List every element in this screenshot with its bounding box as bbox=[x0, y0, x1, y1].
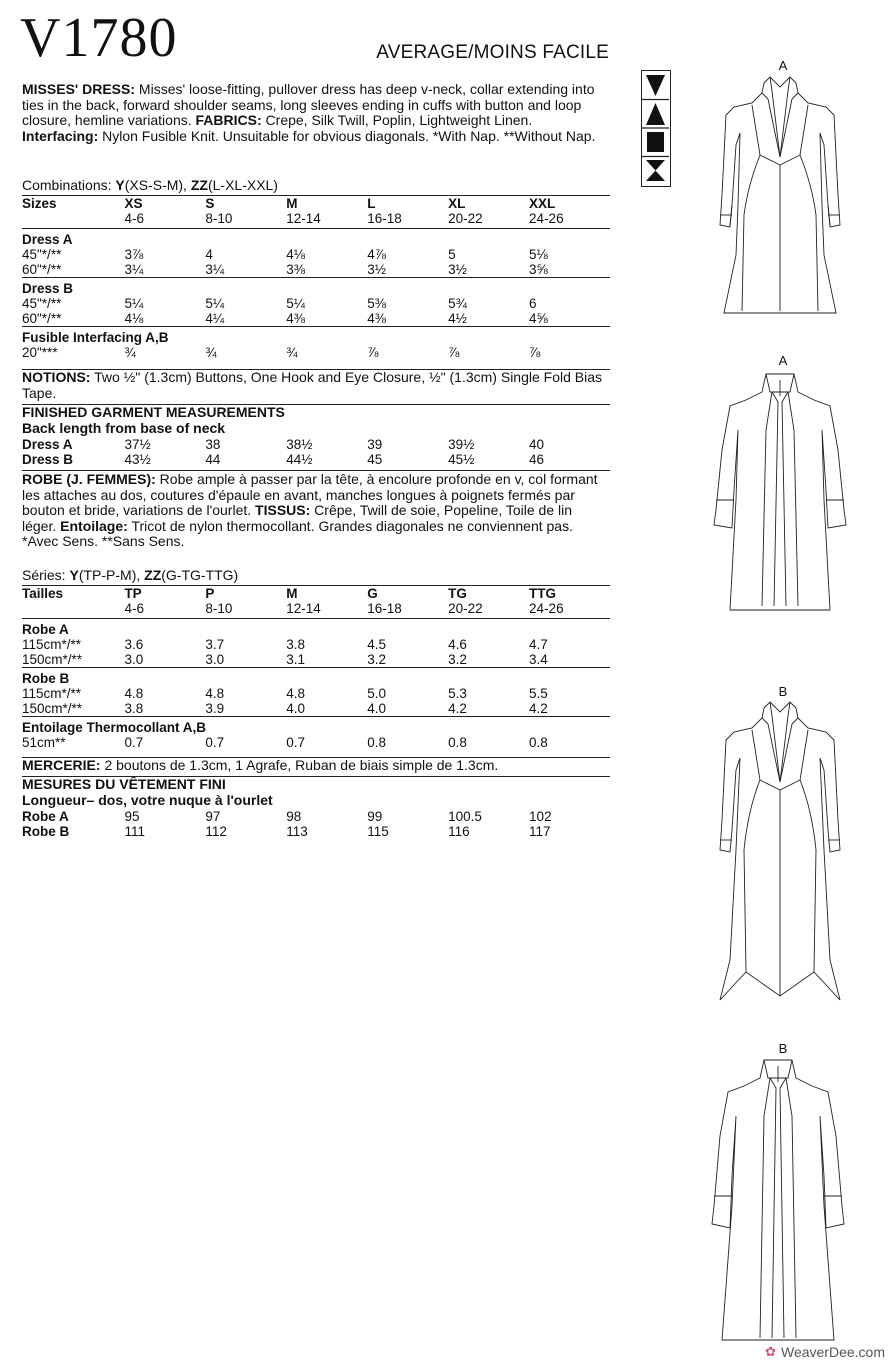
en-size-header-row bbox=[22, 196, 610, 212]
en-width-label: 60"*/** bbox=[22, 311, 62, 326]
en-yardage-value: 4⅞ bbox=[367, 247, 386, 262]
fr-finished-label: Robe A bbox=[22, 809, 69, 824]
fr-width-label: 115cm*/** bbox=[22, 686, 82, 701]
fr-yardage-value: 0.7 bbox=[124, 735, 144, 750]
en-yardage-value: 5¼ bbox=[205, 296, 225, 311]
en-size-number: 16-18 bbox=[367, 211, 448, 229]
en-size-name: L bbox=[367, 196, 448, 212]
en-yardage-value: 3¼ bbox=[124, 262, 144, 277]
fr-section-title-row bbox=[22, 668, 610, 687]
empty-cell bbox=[22, 211, 124, 229]
en-fabrics: Crepe, Silk Twill, Poplin, Lightweight Linen. bbox=[261, 112, 533, 128]
en-yardage-table bbox=[22, 195, 610, 360]
fr-size-name: TG bbox=[448, 586, 529, 602]
fr-notions: MERCERIE: 2 boutons de 1.3cm, 1 Agrafe, Ruban de biais simple de 1.3cm. bbox=[22, 757, 499, 773]
en-width-label: 45"*/** bbox=[22, 247, 62, 262]
fr-yardage-row bbox=[22, 637, 610, 652]
fr-section-title: Robe B bbox=[22, 668, 610, 687]
fr-finished-row bbox=[22, 809, 610, 824]
en-yardage-value: 3⅞ bbox=[124, 247, 144, 262]
fr-yardage-value: 4.8 bbox=[286, 686, 306, 701]
en-finished-value: 39 bbox=[367, 437, 383, 452]
en-finished-row bbox=[22, 452, 610, 467]
fr-width-label: 150cm*/** bbox=[22, 652, 83, 667]
fr-size-name: M bbox=[286, 586, 367, 602]
en-finished-value: 43½ bbox=[124, 452, 151, 467]
en-yardage-value: 3⅜ bbox=[286, 262, 306, 277]
en-finished-value: 38 bbox=[205, 437, 221, 452]
en-size-name: M bbox=[286, 196, 367, 212]
fr-finished-value: 95 bbox=[124, 809, 140, 824]
en-finished-row bbox=[22, 437, 610, 452]
en-notions: NOTIONS: Two ½" (1.3cm) Buttons, One Hook and Eye Closure, ½" (1.3cm) Single Fold Bias Tape. bbox=[22, 369, 603, 401]
empty-cell bbox=[22, 601, 124, 619]
fr-size-number: 20-22 bbox=[448, 601, 529, 619]
en-size-number: 12-14 bbox=[286, 211, 367, 229]
fr-size-name: P bbox=[205, 586, 286, 602]
fr-finished-row bbox=[22, 824, 610, 839]
en-yardage-value: 4¼ bbox=[205, 311, 225, 326]
fr-yardage-value: 3.8 bbox=[124, 701, 144, 716]
en-description bbox=[22, 82, 610, 144]
fr-finished-value: 102 bbox=[529, 809, 552, 824]
en-yardage-value: 4⅛ bbox=[286, 247, 306, 262]
en-yardage-value: ¾ bbox=[286, 345, 298, 360]
en-yardage-value: 5⅛ bbox=[529, 247, 548, 262]
en-size-name: XS bbox=[124, 196, 205, 212]
dress-a-back-illustration bbox=[690, 370, 870, 615]
fr-yardage-value: 4.0 bbox=[286, 701, 306, 716]
symbol-strip bbox=[641, 70, 671, 187]
en-yardage-value: 3½ bbox=[448, 262, 467, 277]
view-label-3: B bbox=[778, 684, 788, 699]
en-section-title-row bbox=[22, 278, 610, 297]
fr-size-name: TP bbox=[124, 586, 205, 602]
fr-size-name: TTG bbox=[529, 586, 610, 602]
fr-yardage-value: 4.2 bbox=[529, 701, 548, 716]
en-finished-label: Dress A bbox=[22, 437, 73, 452]
fr-size-number: 4-6 bbox=[124, 601, 205, 619]
fr-size-number: 24-26 bbox=[529, 601, 610, 619]
fr-size-number: 16-18 bbox=[367, 601, 448, 619]
fr-yardage-value: 4.2 bbox=[448, 701, 467, 716]
fr-size-number: 8-10 bbox=[205, 601, 286, 619]
en-finished-value: 39½ bbox=[448, 437, 475, 452]
en-yardage-value: ¾ bbox=[205, 345, 217, 360]
en-yardage-row bbox=[22, 247, 610, 262]
en-yardage-row bbox=[22, 311, 610, 327]
en-yardage-value: 3½ bbox=[367, 262, 386, 277]
hourglass-icon bbox=[646, 160, 665, 181]
en-finished-value: 45½ bbox=[448, 452, 475, 467]
en-section-title: Dress B bbox=[22, 278, 610, 297]
fr-finished-value: 116 bbox=[448, 824, 470, 839]
fr-yardage-value: 3.4 bbox=[529, 652, 548, 667]
fr-size-header-row bbox=[22, 586, 610, 602]
en-section-title-row bbox=[22, 327, 610, 346]
en-finished bbox=[22, 405, 610, 436]
fr-size-number-row bbox=[22, 601, 610, 619]
fr-size-number: 12-14 bbox=[286, 601, 367, 619]
en-sizes-label: Sizes bbox=[22, 196, 124, 212]
fr-finished-value: 98 bbox=[286, 809, 302, 824]
fr-finished-value: 99 bbox=[367, 809, 383, 824]
fr-yardage-table bbox=[22, 585, 610, 750]
en-fabrics-label: FABRICS: bbox=[195, 112, 262, 128]
fr-finished-value: 111 bbox=[124, 824, 145, 839]
fr-yardage-value: 3.7 bbox=[205, 637, 225, 652]
en-finished-table bbox=[22, 437, 610, 467]
fr-width-label: 150cm*/** bbox=[22, 701, 83, 716]
fr-yardage-value: 4.0 bbox=[367, 701, 386, 716]
fr-yardage-value: 4.8 bbox=[205, 686, 225, 701]
fr-yardage-value: 0.7 bbox=[205, 735, 225, 750]
en-desc-lead: MISSES' DRESS: bbox=[22, 81, 136, 97]
fr-finished-value: 112 bbox=[205, 824, 227, 839]
en-yardage-value: ⅞ bbox=[529, 345, 541, 360]
fr-yardage-row bbox=[22, 686, 610, 701]
en-finished-value: 38½ bbox=[286, 437, 313, 452]
en-finished-sub: Back length from base of neck bbox=[22, 419, 226, 436]
en-yardage-value: ⅞ bbox=[448, 345, 460, 360]
en-combinations: Combinations: Y(XS-S-M), ZZ(L-XL-XXL) bbox=[22, 177, 278, 193]
en-size-name: XL bbox=[448, 196, 529, 212]
fr-finished-value: 115 bbox=[367, 824, 389, 839]
en-yardage-value: 3¼ bbox=[205, 262, 225, 277]
fr-yardage-value: 3.6 bbox=[124, 637, 144, 652]
fr-yardage-value: 5.0 bbox=[367, 686, 386, 701]
en-section-title: Dress A bbox=[22, 232, 73, 247]
en-finished-value: 44½ bbox=[286, 452, 313, 467]
dress-b-front-illustration bbox=[690, 700, 870, 1010]
fr-yardage-value: 4.7 bbox=[529, 637, 548, 652]
fr-yardage-row bbox=[22, 735, 610, 750]
watermark-text: WeaverDee.com bbox=[780, 1344, 885, 1360]
en-yardage-value: 5 bbox=[448, 247, 456, 262]
fr-yardage-value: 3.0 bbox=[205, 652, 225, 667]
fr-section-title: Robe A bbox=[22, 622, 69, 637]
view-label-2: A bbox=[778, 353, 788, 368]
fr-finished-value: 117 bbox=[529, 824, 551, 839]
fr-yardage-value: 0.8 bbox=[529, 735, 548, 750]
en-yardage-value: 4⅛ bbox=[124, 311, 144, 326]
en-desc-text: Misses' loose-fitting, pullover dress has deep v-neck, collar extending into ties in the back, forward shoulder seams, long sleeves ending in cuffs with button and loop closure, hemline variations. bbox=[22, 81, 595, 128]
fr-section-title-row bbox=[22, 619, 610, 638]
fr-finished-value: 113 bbox=[286, 824, 308, 839]
fr-yardage-value: 3.1 bbox=[286, 652, 306, 667]
en-yardage-value: 3⅝ bbox=[529, 262, 548, 277]
flower-icon: ✿ bbox=[765, 1344, 776, 1359]
en-size-name: XXL bbox=[529, 196, 610, 212]
en-width-label: 60"*/** bbox=[22, 262, 62, 277]
fr-section-title-row bbox=[22, 717, 610, 736]
square-icon bbox=[647, 132, 664, 152]
fr-width-label: 51cm** bbox=[22, 735, 66, 750]
en-finished-title: FINISHED GARMENT MEASUREMENTS bbox=[22, 404, 285, 420]
fr-finished-table bbox=[22, 809, 610, 839]
en-yardage-value: 5⅜ bbox=[367, 296, 386, 311]
fr-finished: MESURES DU VÊTEMENT FINI Longueur– dos, votre nuque à l'ourlet bbox=[22, 776, 273, 808]
en-yardage-value: 4⅜ bbox=[367, 311, 386, 326]
fr-yardage-value: 0.8 bbox=[448, 735, 467, 750]
en-yardage-value: 4 bbox=[205, 247, 213, 262]
fr-yardage-value: 5.3 bbox=[448, 686, 467, 701]
down-triangle-icon bbox=[646, 75, 665, 96]
en-yardage-value: 4⅝ bbox=[529, 311, 548, 326]
up-triangle-icon bbox=[646, 103, 665, 125]
fr-description: ROBE (J. FEMMES): Robe ample à passer par la tête, à encolure profonde en v, col formant les attaches au dos, coutures d'épaule en avant, manches longues à poignets fermés par bouton et bride, variations de l'ourlet. TISSUS: Crêpe, Twill de soie, Popeline, Toile de lin léger. Entoilage: Tricot de nylon thermocollant. Grandes diagonales ne conviennent pas. *Avec Sens. **Sans Sens. bbox=[22, 471, 598, 549]
en-finished-value: 37½ bbox=[124, 437, 151, 452]
en-size-number: 4-6 bbox=[124, 211, 205, 229]
fr-yardage-value: 4.8 bbox=[124, 686, 144, 701]
fr-width-label: 115cm*/** bbox=[22, 637, 82, 652]
fr-finished-value: 100.5 bbox=[448, 809, 482, 824]
view-label-1: A bbox=[778, 58, 788, 73]
fr-yardage-value: 5.5 bbox=[529, 686, 548, 701]
fr-yardage-value: 4.6 bbox=[448, 637, 467, 652]
fr-sizes-label: Tailles bbox=[22, 586, 124, 602]
en-yardage-value: ¾ bbox=[124, 345, 136, 360]
dress-b-back-illustration bbox=[688, 1056, 868, 1346]
fr-yardage-row bbox=[22, 652, 610, 668]
fr-yardage-value: 4.5 bbox=[367, 637, 386, 652]
en-yardage-value: 5¼ bbox=[286, 296, 306, 311]
en-yardage-value: 5¾ bbox=[448, 296, 467, 311]
en-size-number-row bbox=[22, 211, 610, 229]
pattern-number: V1780 bbox=[20, 7, 178, 69]
en-section-title-row bbox=[22, 229, 610, 248]
en-size-number: 24-26 bbox=[529, 211, 610, 229]
en-size-name: S bbox=[205, 196, 286, 212]
en-finished-value: 40 bbox=[529, 437, 545, 452]
en-yardage-value: ⅞ bbox=[367, 345, 379, 360]
fr-yardage-value: 3.0 bbox=[124, 652, 144, 667]
en-finished-value: 45 bbox=[367, 452, 383, 467]
en-yardage-value: 5¼ bbox=[124, 296, 144, 311]
en-section-title: Fusible Interfacing A,B bbox=[22, 327, 610, 346]
en-finished-label: Dress B bbox=[22, 452, 74, 467]
en-width-label: 20"*** bbox=[22, 345, 58, 360]
fr-yardage-value: 3.9 bbox=[205, 701, 225, 716]
fr-yardage-value: 0.8 bbox=[367, 735, 386, 750]
en-interfacing-label: Interfacing: bbox=[22, 127, 99, 144]
en-yardage-row bbox=[22, 345, 610, 360]
fr-size-name: G bbox=[367, 586, 448, 602]
en-yardage-row bbox=[22, 296, 610, 311]
en-finished-value: 46 bbox=[529, 452, 545, 467]
fr-section-title: Entoilage Thermocollant A,B bbox=[22, 717, 610, 736]
dress-a-front-illustration bbox=[690, 75, 870, 320]
en-yardage-value: 4½ bbox=[448, 311, 467, 326]
en-size-number: 20-22 bbox=[448, 211, 529, 229]
en-size-number: 8-10 bbox=[205, 211, 286, 229]
en-yardage-value: 4⅜ bbox=[286, 311, 306, 326]
fr-yardage-row bbox=[22, 701, 610, 717]
fr-yardage-value: 0.7 bbox=[286, 735, 306, 750]
difficulty-label: AVERAGE/MOINS FACILE bbox=[376, 42, 609, 63]
fr-finished-label: Robe B bbox=[22, 824, 70, 839]
fr-yardage-value: 3.2 bbox=[448, 652, 467, 667]
fr-yardage-value: 3.8 bbox=[286, 637, 306, 652]
en-interfacing: Nylon Fusible Knit. Unsuitable for obvious diagonals. *With Nap. **Without Nap. bbox=[98, 127, 596, 144]
fr-finished-value: 97 bbox=[205, 809, 221, 824]
en-yardage-value: 6 bbox=[529, 296, 537, 311]
en-width-label: 45"*/** bbox=[22, 296, 62, 311]
fr-combinations: Séries: Y(TP-P-M), ZZ(G-TG-TTG) bbox=[22, 567, 239, 583]
en-finished-value: 44 bbox=[205, 452, 221, 467]
watermark bbox=[765, 1344, 885, 1360]
en-yardage-row bbox=[22, 262, 610, 278]
fr-yardage-value: 3.2 bbox=[367, 652, 386, 667]
view-label-4: B bbox=[778, 1041, 788, 1056]
